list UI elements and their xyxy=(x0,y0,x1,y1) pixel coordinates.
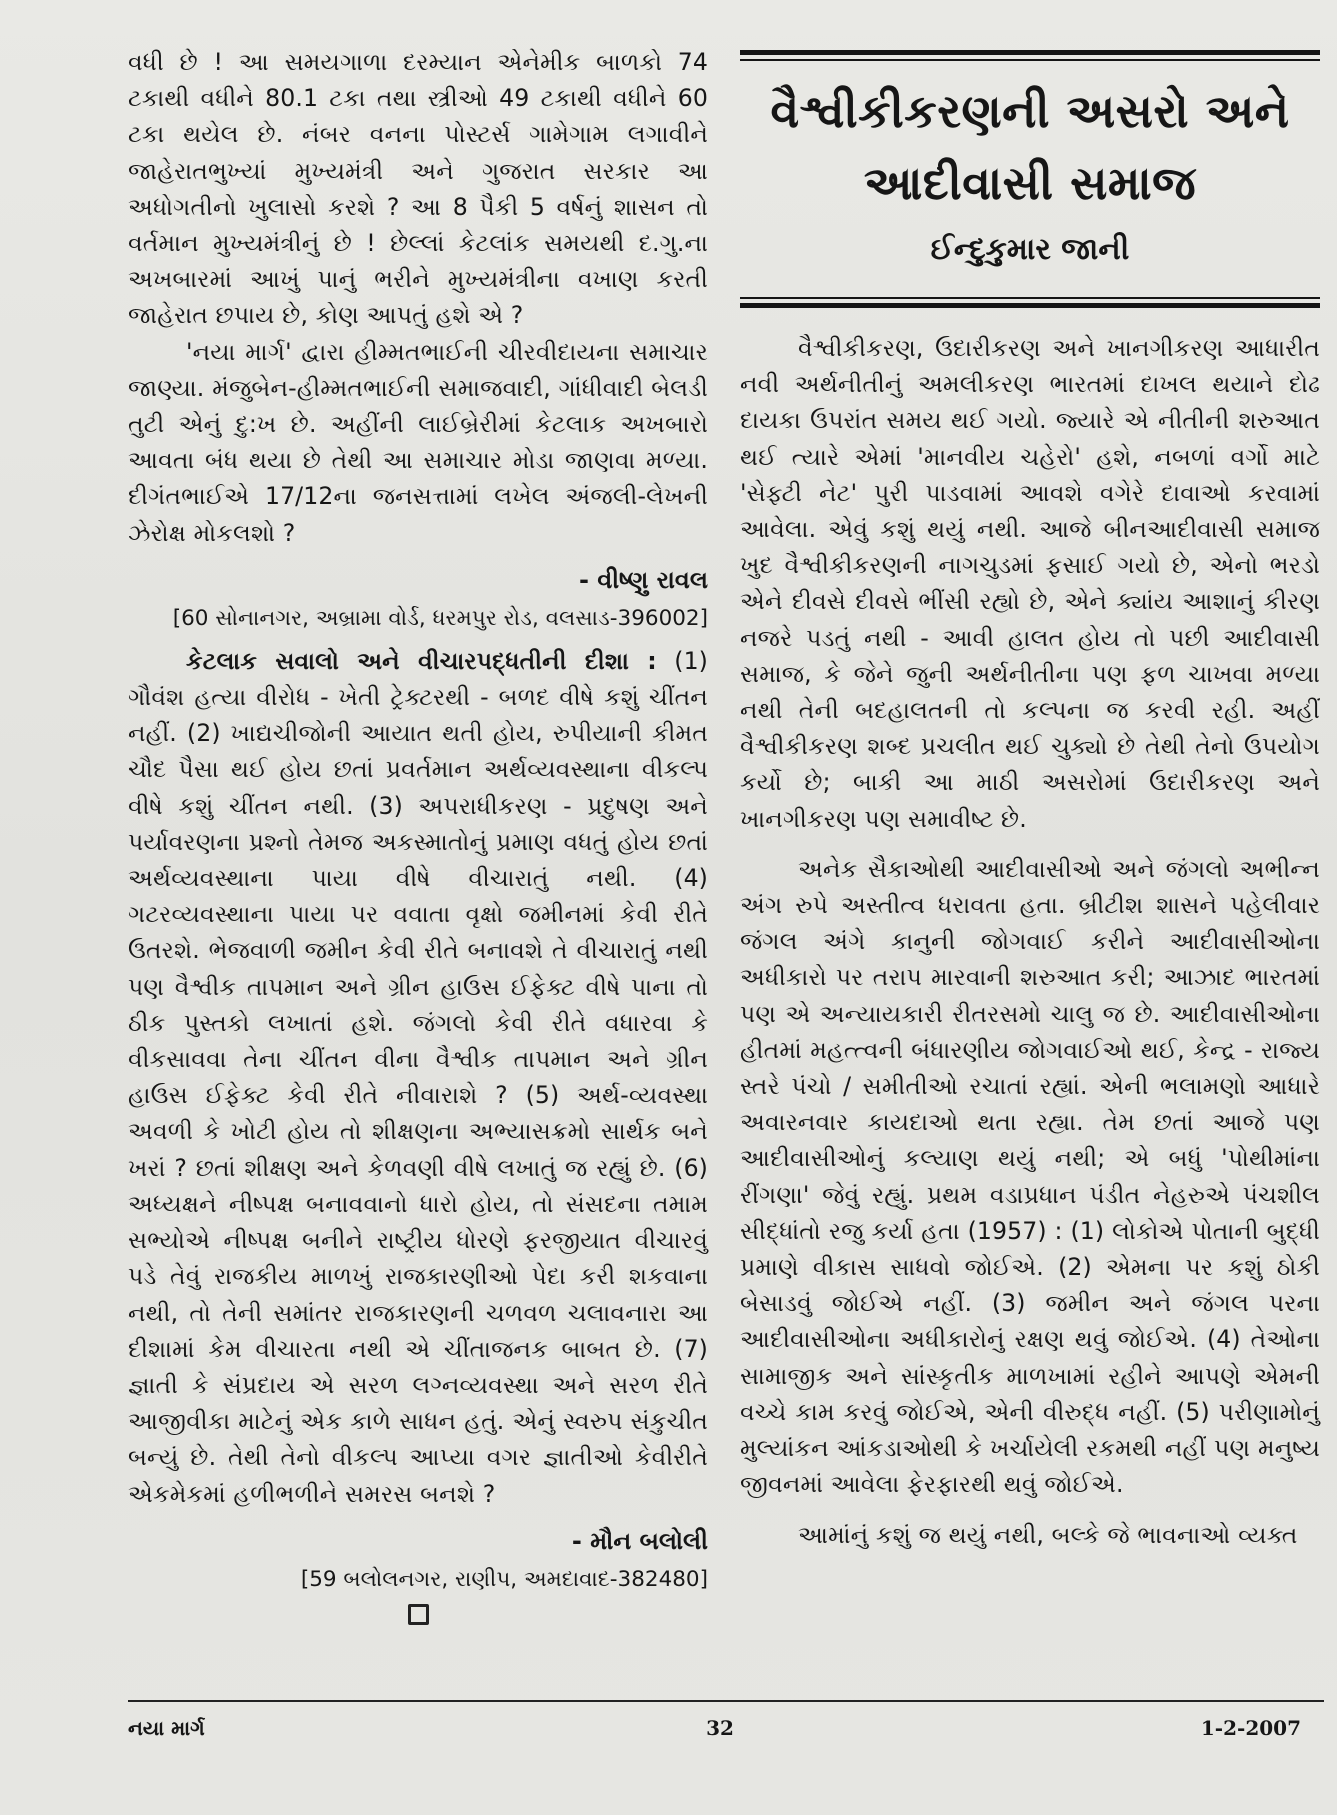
end-mark-box xyxy=(408,1604,429,1625)
article-author: ઈન્દુકુમાર જાની xyxy=(930,232,1130,267)
letter-signature: - વીષ્ણુ રાવલ xyxy=(579,565,708,594)
letter-address: [59 બલોલનગર, રાણીપ, અમદાવાદ-382480] xyxy=(300,1566,708,1592)
letter-paragraph: વધી છે ! આ સમયગાળા દરમ્યાન એનેમીક બાળકો 74 ટકાથી વધીને 80.1 ટકા તથા સ્ત્રીઓ 49 ટકાથી વધીને 60 ટકા થયેલ છે. નંબર વનના પોસ્ટર્સ ગામેગામ લગાવીને જાહેરાતભુખ્યાં મુખ્યમંત્રી અને ગુજરાત સરકાર આ અધોગતીનો ખુલાસો કરશે ? આ 8 પૈકી 5 વર્ષનું શાસન તો વર્તમાન મુખ્યમંત્રીનું છે ! છેલ્લાં કેટલાંક સમયથી દ.ગુ.ના અખબારમાં આખું પાનું ભરીને મુખ્યમંત્રીના વખાણ કરતી જાહેરાત છપાય છે, કોણ આપતું હશે એ ? xyxy=(128,48,708,330)
article-paragraph: વૈશ્વીકીકરણ, ઉદારીકરણ અને ખાનગીકરણ આધારીત નવી અર્થનીતીનું અમલીકરણ ભારતમાં દાખલ થયાને દોઢ દાયકા ઉપરાંત સમય થઈ ગયો. જ્યારે એ નીતીની શરુઆત થઈ ત્યારે એમાં 'માનવીય ચહેરો' હશે, નબળાં વર્ગો માટે 'સેફ્ટી નેટ' પુરી પાડવામાં આવશે વગેરે દાવાઓ કરવામાં આવેલા. એવું કશું થયું નથી. આજે બીનઆદીવાસી સમાજ ખુદ વૈશ્વીકીકરણની નાગચુડમાં ફસાઈ ગયો છે, એનો ભરડો એને દીવસે દીવસે ભીંસી રહ્યો છે, એને ક્યાંય આશાનું કીરણ નજરે પડતું નથી - આવી હાલત હોય તો પછી આદીવાસી સમાજ, કે જેને જુની અર્થનીતીના પણ ફળ ચાખવા મળ્યા નથી તેની બદહાલતની તો કલ્પના જ કરવી રહી. અહીં વૈશ્વીકીકરણ શબ્દ પ્રચલીત થઈ ચુક્યો છે તેથી તેનો ઉપયોગ કર્યો છે; બાકી આ માઠી અસરોમાં ઉદારીકરણ અને ખાનગીકરણ પણ સમાવીષ્ટ છે. xyxy=(740,334,1320,833)
bottom-rule xyxy=(740,297,1320,299)
letter-paragraph: 'નયા માર્ગ' દ્વારા હીમ્મતભાઈની ચીરવીદાયના સમાચાર જાણ્યા. મંજુબેન-હીમ્મતભાઈની સમાજવાદી, ગાંધીવાદી બેલડી તુટી એનું દુ:ખ છે. અહીંની લાઈબ્રેરીમાં કેટલાક અખબારો આવતા બંધ થયા છે તેથી આ સમાચાર મોડા જાણવા મળ્યા. દીગંતભાઈએ 17/12ના જનસત્તામાં લખેલ અંજલી-લેખની ઝેરોક્ષ મોકલશો ? xyxy=(128,337,708,547)
footer-rule xyxy=(128,1700,1324,1702)
article-paragraph: આમાંનું કશું જ થયું નથી, બલ્કે જે ભાવનાઓ વ્યક્ત xyxy=(798,1520,1298,1549)
section-lead: કેટલાક સવાલો અને વીચારપદ્ધતીની દીશા : xyxy=(186,646,657,675)
letter-signature: - મૌન બલોલી xyxy=(571,1526,708,1555)
article-title xyxy=(740,75,1320,219)
letter-address: [60 સોનાનગર, અબ્રામા વોર્ડ, ધરમપુર રોડ, વલસાડ-396002] xyxy=(172,605,708,631)
bottom-rule xyxy=(740,303,1320,308)
article-title-line: વૈશ્વીકીકરણની અસરો અને xyxy=(770,84,1290,138)
footer-magazine-name: નયા માર્ગ xyxy=(128,1716,205,1740)
article-title-line: આદીવાસી સમાજ xyxy=(863,156,1197,210)
top-rule xyxy=(740,59,1320,61)
left-column xyxy=(128,44,708,1625)
page-number: 32 xyxy=(706,1716,734,1740)
article-body xyxy=(740,330,1320,1553)
section-body: (1) ગૌવંશ હત્યા વીરોધ - ખેતી ટ્રેક્ટરથી - બળદ વીષે કશું ચીંતન નહીં. (2) ખાદ્યચીજોની આયાત થતી હોય, રુપીયાની કીમત ચૌદ પૈસા થઈ હોય છતાં પ્રવર્તમાન અર્થવ્યવસ્થાના વીકલ્પ વીષે કશું ચીંતન નથી. (3) અપરાધીકરણ - પ્રદુષણ અને પર્યાવરણના પ્રશ્નો તેમજ અકસ્માતોનું પ્રમાણ વધતું હોય છતાં અર્થવ્યવસ્થાના પાયા વીષે વીચારાતું નથી. (4) ગટરવ્યવસ્થાના પાયા પર વવાતા વૃક્ષો જમીનમાં કેવી રીતે ઉતરશે. ભેજવાળી જમીન કેવી રીતે બનાવશે તે વીચારાતું નથી પણ વૈશ્વીક તાપમાન અને ગ્રીન હાઉસ ઈફેક્ટ વીષે પાના તો ઠીક પુસ્તકો લખાતાં હશે. જંગલો કેવી રીતે વધારવા કે વીકસાવવા તેના ચીંતન વીના વૈશ્વીક તાપમાન અને ગ્રીન હાઉસ ઈફેક્ટ કેવી રીતે નીવારાશે ? (5) અર્થ-વ્યવસ્થા અવળી કે ખોટી હોય તો શીક્ષણના અભ્યાસક્રમો સાર્થક બને ખરાં ? છતાં શીક્ષણ અને કેળવણી વીષે લખાતું જ રહ્યું છે. (6) અધ્યક્ષને નીષ્પક્ષ બનાવવાનો ધારો હોય, તો સંસદના તમામ સભ્યોએ નીષ્પક્ષ બનીને રાષ્ટ્રીય ધોરણે ફરજીયાત વીચારવું પડે તેવું રાજકીય માળખું રાજકારણીઓ પેદા કરી શકવાના નથી, તો તેની સમાંતર રાજકારણની ચળવળ ચલાવનારા આ દીશામાં કેમ વીચારતા નથી એ ચીંતાજનક બાબત છે. (7) જ્ઞાતી કે સંપ્રદાય એ સરળ લગ્નવ્યવસ્થા અને સરળ રીતે આજીવીકા માટેનું એક કાળે સાધન હતું. એનું સ્વરુપ સંકુચીત બન્યું છે. તેથી તેનો વીકલ્પ આપ્યા વગર જ્ઞાતીઓ કેવીરીતે એકમેકમાં હળીભળીને સમરસ બનશે ? xyxy=(128,646,708,1508)
issue-date: 1-2-2007 xyxy=(1200,1716,1301,1740)
article-column xyxy=(740,50,1320,1553)
letter-paragraph xyxy=(128,643,708,1512)
top-rule xyxy=(740,50,1320,55)
article-paragraph: અનેક સૈકાઓથી આદીવાસીઓ અને જંગલો અભીન્ન અંગ રુપે અસ્તીત્વ ધરાવતા હતા. બ્રીટીશ શાસને પહેલીવાર જંગલ અંગે કાનુની જોગવાઈ કરીને આદીવાસીઓના અધીકારો પર તરાપ મારવાની શરુઆત કરી; આઝાદ ભારતમાં પણ એ અન્યાયકારી રીતરસમો ચાલુ જ છે. આદીવાસીઓના હીતમાં મહત્ત્વની બંધારણીય જોગવાઈઓ થઈ, કેન્દ્ર - રાજ્ય સ્તરે પંચો / સમીતીઓ રચાતાં રહ્યાં. એની ભલામણો આધારે અવારનવાર કાયદાઓ થતા રહ્યા. તેમ છતાં આજે પણ આદીવાસીઓનું કલ્યાણ થયું નથી; એ બધું 'પોથીમાંના રીંગણા' જેવું રહ્યું. પ્રથમ વડાપ્રધાન પંડીત નેહરુએ પંચશીલ સીદ્ધાંતો રજુ કર્યા હતા (1957) : (1) લોકોએ પોતાની બુદ્ધી પ્રમાણે વીકાસ સાધવો જોઈએ. (2) એમના પર કશું ઠોકી બેસાડવું જોઈએ નહીં. (3) જમીન અને જંગલ પરના આદીવાસીઓના અધીકારોનું રક્ષણ થવું જોઈએ. (4) તેઓના સામાજીક અને સાંસ્કૃતીક માળખામાં રહીને આપણે એમની વચ્ચે કામ કરવું જોઈએ, એની વીરુદ્ધ નહીં. (5) પરીણામોનું મુલ્યાંકન આંકડાઓથી કે ખર્ચાયેલી રકમથી નહીં પણ મનુષ્ય જીવનમાં આવેલા ફેરફારથી થવું જોઈએ. xyxy=(740,854,1320,1499)
